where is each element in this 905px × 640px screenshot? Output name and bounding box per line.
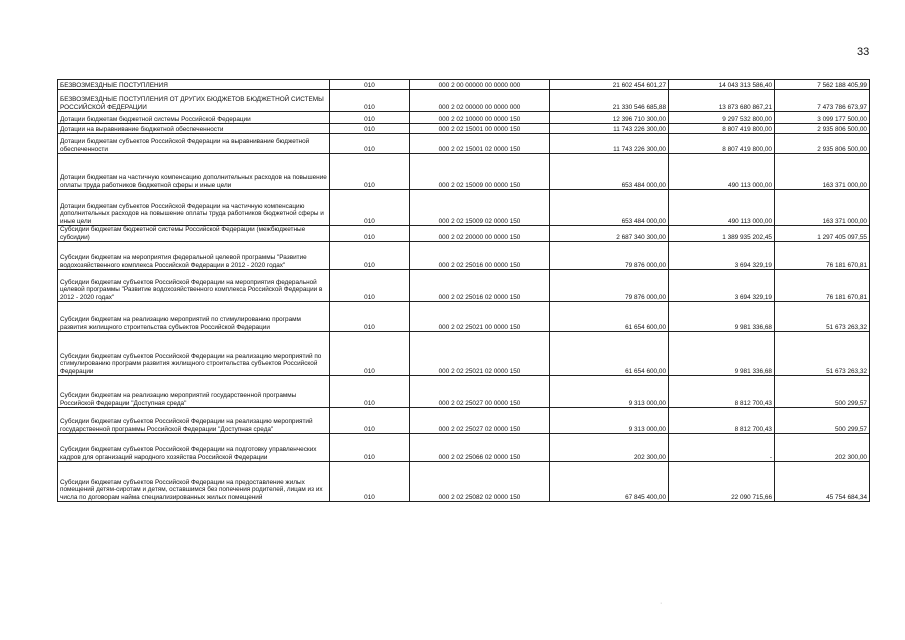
row-name-cell: Субсидии бюджетам бюджетной системы Российской Федерации (межбюджетные субсидии)	[58, 226, 330, 242]
row-kbk-code-cell: 000 2 02 25021 02 0000 150	[410, 332, 550, 376]
table-row	[58, 124, 870, 134]
table-row	[58, 270, 870, 302]
row-remaining-amount-cell: 45 754 684,34	[775, 462, 870, 502]
table-row	[58, 376, 870, 408]
row-name-cell: Субсидии бюджетам субъектов Российской Федерации на реализацию мероприятий государственной программы Российской Федерации "Доступная среда"	[58, 408, 330, 434]
row-admin-code-cell: 010	[330, 226, 410, 242]
row-admin-code-cell: 010	[330, 462, 410, 502]
row-remaining-amount-cell: 7 562 188 405,99	[775, 80, 870, 90]
row-admin-code-cell: 010	[330, 112, 410, 124]
row-approved-amount-cell: 79 876 000,00	[550, 242, 669, 270]
table-row	[58, 408, 870, 434]
row-admin-code-cell: 010	[330, 332, 410, 376]
row-executed-amount-cell: 14 043 313 586,40	[669, 80, 775, 90]
row-remaining-amount-cell: 202 300,00	[775, 434, 870, 462]
row-kbk-code-cell: 000 2 02 15009 02 0000 150	[410, 190, 550, 226]
row-approved-amount-cell: 11 743 226 300,00	[550, 124, 669, 134]
row-remaining-amount-cell: 51 673 263,32	[775, 332, 870, 376]
table-row	[58, 134, 870, 154]
row-approved-amount-cell: 202 300,00	[550, 434, 669, 462]
row-remaining-amount-cell: 1 297 405 097,55	[775, 226, 870, 242]
row-kbk-code-cell: 000 2 02 25016 02 0000 150	[410, 270, 550, 302]
table-row	[58, 80, 870, 90]
row-admin-code-cell: 010	[330, 270, 410, 302]
row-kbk-code-cell: 000 2 02 15001 00 0000 150	[410, 124, 550, 134]
row-name-cell: Субсидии бюджетам субъектов Российской Федерации на подготовку управленческих кадров для организаций народного хозяйства Российской Федерации	[58, 434, 330, 462]
row-remaining-amount-cell: 2 935 806 500,00	[775, 134, 870, 154]
row-name-cell: Субсидии бюджетам субъектов Российской Федерации на реализацию мероприятий по стимулированию программ развития жилищного строительства субъектов Российской Федерации	[58, 332, 330, 376]
row-admin-code-cell: 010	[330, 80, 410, 90]
row-approved-amount-cell: 9 313 000,00	[550, 408, 669, 434]
row-remaining-amount-cell: 7 473 786 673,97	[775, 90, 870, 112]
row-admin-code-cell: 010	[330, 302, 410, 332]
row-executed-amount-cell: 9 981 336,68	[669, 302, 775, 332]
row-kbk-code-cell: 000 2 02 10000 00 0000 150	[410, 112, 550, 124]
row-name-cell: Дотации бюджетам субъектов Российской Федерации на частичную компенсацию дополнительных расходов на повышение оплаты труда работников бюджетной сферы и иные цели	[58, 190, 330, 226]
row-name-cell: Субсидии бюджетам на мероприятия федеральной целевой программы "Развитие водохозяйственного комплекса Российской Федерации в 2012 - 2020 годах"	[58, 242, 330, 270]
table-row	[58, 332, 870, 376]
row-executed-amount-cell: 3 694 329,19	[669, 242, 775, 270]
row-admin-code-cell: 010	[330, 134, 410, 154]
row-remaining-amount-cell: 500 299,57	[775, 376, 870, 408]
row-executed-amount-cell: 8 807 419 800,00	[669, 124, 775, 134]
row-kbk-code-cell: 000 2 02 25082 02 0000 150	[410, 462, 550, 502]
row-executed-amount-cell: -	[669, 434, 775, 462]
table-row	[58, 112, 870, 124]
row-admin-code-cell: 010	[330, 90, 410, 112]
row-approved-amount-cell: 61 654 600,00	[550, 332, 669, 376]
row-approved-amount-cell: 653 484 000,00	[550, 190, 669, 226]
row-name-cell: Дотации бюджетам бюджетной системы Российской Федерации	[58, 112, 330, 124]
row-executed-amount-cell: 8 812 700,43	[669, 408, 775, 434]
table-row	[58, 90, 870, 112]
row-executed-amount-cell: 3 694 329,19	[669, 270, 775, 302]
table-row	[58, 434, 870, 462]
row-remaining-amount-cell: 51 673 263,32	[775, 302, 870, 332]
row-kbk-code-cell: 000 2 02 00000 00 0000 000	[410, 90, 550, 112]
row-kbk-code-cell: 000 2 02 25021 00 0000 150	[410, 302, 550, 332]
row-name-cell: Дотации бюджетам субъектов Российской Федерации на выравнивание бюджетной обеспеченности	[58, 134, 330, 154]
row-remaining-amount-cell: 3 099 177 500,00	[775, 112, 870, 124]
row-executed-amount-cell: 1 389 935 202,45	[669, 226, 775, 242]
table-row	[58, 190, 870, 226]
row-executed-amount-cell: 490 113 000,00	[669, 190, 775, 226]
row-approved-amount-cell: 79 876 000,00	[550, 270, 669, 302]
row-executed-amount-cell: 9 981 336,68	[669, 332, 775, 376]
row-executed-amount-cell: 8 812 700,43	[669, 376, 775, 408]
row-admin-code-cell: 010	[330, 408, 410, 434]
row-approved-amount-cell: 12 396 710 300,00	[550, 112, 669, 124]
row-kbk-code-cell: 000 2 02 25027 00 0000 150	[410, 376, 550, 408]
row-approved-amount-cell: 67 845 400,00	[550, 462, 669, 502]
row-name-cell: БЕЗВОЗМЕЗДНЫЕ ПОСТУПЛЕНИЯ	[58, 80, 330, 90]
row-name-cell: Субсидии бюджетам субъектов Российской Федерации на мероприятия федеральной целевой программы "Развитие водохозяйственного комплекса Российской Федерации в 2012 - 2020 годах"	[58, 270, 330, 302]
table-row	[58, 462, 870, 502]
row-admin-code-cell: 010	[330, 242, 410, 270]
row-admin-code-cell: 010	[330, 190, 410, 226]
row-executed-amount-cell: 9 297 532 800,00	[669, 112, 775, 124]
row-approved-amount-cell: 11 743 226 300,00	[550, 134, 669, 154]
row-kbk-code-cell: 000 2 00 00000 00 0000 000	[410, 80, 550, 90]
row-executed-amount-cell: 22 090 715,66	[669, 462, 775, 502]
row-kbk-code-cell: 000 2 02 20000 00 0000 150	[410, 226, 550, 242]
table-row	[58, 242, 870, 270]
row-name-cell: Дотации бюджетам на частичную компенсацию дополнительных расходов на повышение оплаты труда работников бюджетной сферы и иные цели	[58, 154, 330, 190]
table-row	[58, 226, 870, 242]
row-approved-amount-cell: 2 687 340 300,00	[550, 226, 669, 242]
scan-mark: ·	[660, 600, 663, 607]
row-name-cell: Субсидии бюджетам субъектов Российской Федерации на предоставление жилых помещений детям-сиротам и детям, оставшимся без попечения родителей, лицам из их числа по договорам найма специализированных жилых помещений	[58, 462, 330, 502]
row-name-cell: Субсидии бюджетам на реализацию мероприятий по стимулированию программ развития жилищного строительства субъектов Российской Федерации	[58, 302, 330, 332]
row-kbk-code-cell: 000 2 02 15009 00 0000 150	[410, 154, 550, 190]
row-name-cell: БЕЗВОЗМЕЗДНЫЕ ПОСТУПЛЕНИЯ ОТ ДРУГИХ БЮДЖЕТОВ БЮДЖЕТНОЙ СИСТЕМЫ РОССИЙСКОЙ ФЕДЕРАЦИИ	[58, 90, 330, 112]
row-admin-code-cell: 010	[330, 154, 410, 190]
budget-table	[57, 79, 870, 502]
row-executed-amount-cell: 8 807 419 800,00	[669, 134, 775, 154]
row-kbk-code-cell: 000 2 02 15001 02 0000 150	[410, 134, 550, 154]
row-admin-code-cell: 010	[330, 124, 410, 134]
table-row	[58, 302, 870, 332]
row-kbk-code-cell: 000 2 02 25016 00 0000 150	[410, 242, 550, 270]
page-number: 33	[857, 46, 870, 58]
row-executed-amount-cell: 490 113 000,00	[669, 154, 775, 190]
row-approved-amount-cell: 21 602 454 601,27	[550, 80, 669, 90]
row-approved-amount-cell: 653 484 000,00	[550, 154, 669, 190]
row-admin-code-cell: 010	[330, 434, 410, 462]
row-approved-amount-cell: 61 654 600,00	[550, 302, 669, 332]
row-remaining-amount-cell: 76 181 670,81	[775, 270, 870, 302]
row-remaining-amount-cell: 76 181 670,81	[775, 242, 870, 270]
row-name-cell: Дотации на выравнивание бюджетной обеспеченности	[58, 124, 330, 134]
row-executed-amount-cell: 13 873 680 867,21	[669, 90, 775, 112]
row-approved-amount-cell: 21 330 546 685,88	[550, 90, 669, 112]
row-kbk-code-cell: 000 2 02 25066 02 0000 150	[410, 434, 550, 462]
row-remaining-amount-cell: 163 371 000,00	[775, 154, 870, 190]
row-approved-amount-cell: 9 313 000,00	[550, 376, 669, 408]
row-name-cell: Субсидии бюджетам на реализацию мероприятий государственной программы Российской Федерации "Доступная среда"	[58, 376, 330, 408]
row-kbk-code-cell: 000 2 02 25027 02 0000 150	[410, 408, 550, 434]
row-remaining-amount-cell: 2 935 806 500,00	[775, 124, 870, 134]
row-remaining-amount-cell: 163 371 000,00	[775, 190, 870, 226]
row-remaining-amount-cell: 500 299,57	[775, 408, 870, 434]
row-admin-code-cell: 010	[330, 376, 410, 408]
table-row	[58, 154, 870, 190]
